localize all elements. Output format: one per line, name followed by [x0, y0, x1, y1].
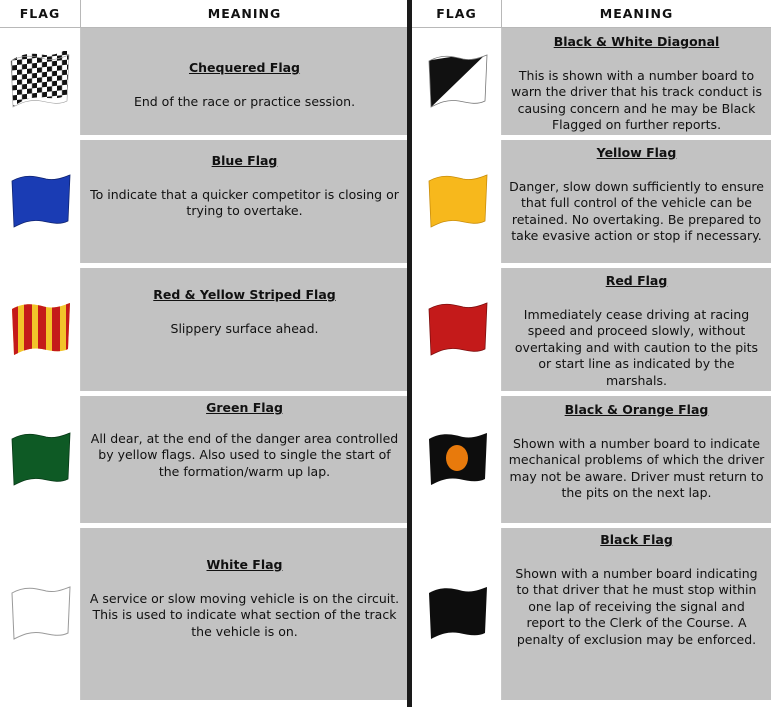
- flag-cell: [0, 140, 81, 263]
- left-meaning-header: MEANING: [207, 6, 282, 21]
- meaning-cell: [502, 396, 771, 523]
- right-flag-header: FLAG: [412, 0, 502, 27]
- flag-description: To indicate that a quicker competitor is closing or trying to overtake.: [90, 186, 399, 218]
- flag-cell: [412, 528, 502, 700]
- meaning-cell: [81, 140, 408, 263]
- flag-description: This is shown with a number board to warn the driver that his track conduct is causing concern and he may be Black Flagged on further reports.: [511, 67, 762, 132]
- flag-description: Danger, slow down sufficiently to ensure that full control of the vehicle can be retained. No overtaking. Be prepared to take evasive action or stop if necessary.: [509, 178, 764, 243]
- yellow-flag-icon: [425, 171, 489, 233]
- flag-row-red-yellow: [0, 268, 408, 391]
- flag-title: Red & Yellow Striped Flag: [153, 287, 336, 302]
- flag-title: Blue Flag: [211, 153, 278, 168]
- flag-row-yellow: [412, 140, 771, 263]
- meaning-cell: [81, 396, 408, 523]
- flag-cell: [0, 396, 81, 523]
- right-table: [412, 0, 771, 707]
- flag-row-green: [0, 396, 408, 523]
- flag-row-white: [0, 528, 408, 700]
- black-flag-icon: [425, 583, 489, 645]
- red-yellow-striped-flag-icon: [8, 299, 72, 361]
- meaning-cell: [81, 28, 408, 135]
- meaning-cell: [502, 28, 771, 135]
- left-flag-header: FLAG: [0, 0, 81, 27]
- flag-title: Green Flag: [206, 400, 283, 415]
- left-header-row: [0, 0, 408, 28]
- white-flag-icon: [8, 583, 72, 645]
- flag-row-black-orange: [412, 396, 771, 523]
- right-meaning-header: MEANING: [599, 6, 674, 21]
- flag-description: A service or slow moving vehicle is on the circuit. This is used to indicate what section of the track the vehicle is on.: [89, 590, 400, 639]
- flag-cell: [0, 268, 81, 391]
- flag-title: White Flag: [206, 557, 283, 572]
- red-flag-icon: [425, 299, 489, 361]
- flag-title: Yellow Flag: [596, 145, 677, 160]
- flag-description: End of the race or practice session.: [133, 93, 356, 109]
- flag-description: Slippery surface ahead.: [170, 320, 319, 336]
- flag-row-red: [412, 268, 771, 391]
- flag-row-chequered: [0, 28, 408, 135]
- blue-flag-icon: [8, 171, 72, 233]
- flag-description: Shown with a number board to indicate mechanical problems of which the driver may not be aware. Driver must return to the pits on the next lap.: [508, 435, 765, 500]
- flag-row-blue: [0, 140, 408, 263]
- flag-title: Black Flag: [600, 532, 673, 547]
- chequered-flag-icon: [7, 51, 73, 113]
- flag-cell: [412, 28, 502, 135]
- flag-row-black-white-diagonal: [412, 28, 771, 135]
- flag-title: Chequered Flag: [188, 60, 301, 75]
- flag-cell: [412, 396, 502, 523]
- green-flag-icon: [8, 429, 72, 491]
- flag-cell: [412, 268, 502, 391]
- flag-cell: [0, 28, 81, 135]
- flag-cell: [412, 140, 502, 263]
- black-orange-flag-icon: [425, 429, 489, 491]
- flag-cell: [0, 528, 81, 700]
- flag-title: Black & Orange Flag: [564, 402, 709, 417]
- meaning-cell: [502, 528, 771, 700]
- meaning-cell: [502, 140, 771, 263]
- meaning-cell: [81, 528, 408, 700]
- flag-description: All dear, at the end of the danger area controlled by yellow flags. Also used to single the start of the formation/warm up lap.: [90, 430, 399, 479]
- meaning-cell: [502, 268, 771, 391]
- flag-description: Shown with a number board indicating to that driver that he must stop within one lap of receiving the signal and report to the Clerk of the Course. A penalty of exclusion may be enforced.: [515, 565, 758, 647]
- flag-description: Immediately cease driving at racing speed and proceed slowly, without overtaking and with caution to the pits or start line as indicated by the marshals.: [514, 306, 759, 388]
- flag-title: Red Flag: [605, 273, 668, 288]
- flag-title: Black & White Diagonal: [553, 34, 720, 49]
- meaning-cell: [81, 268, 408, 391]
- right-header-row: [412, 0, 771, 28]
- black-white-diagonal-flag-icon: [425, 51, 489, 113]
- flag-row-black: [412, 528, 771, 700]
